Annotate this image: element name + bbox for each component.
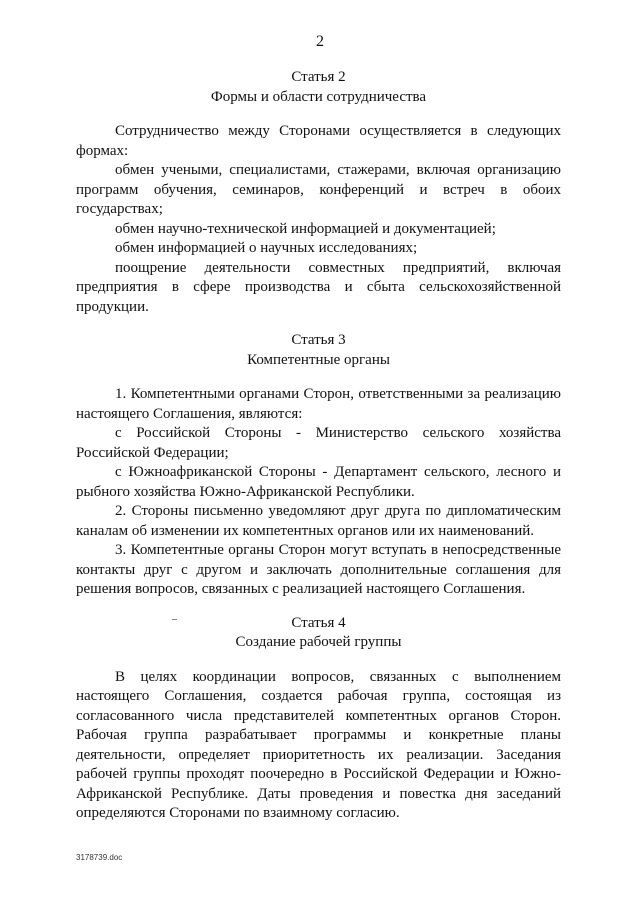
paragraph: с Южноафриканской Стороны - Департамент сельского, лесного и рыбного хозяйства Южно-Африканской Республики.: [76, 464, 561, 500]
paragraph: обмен научно-технической информацией и документацией;: [115, 220, 496, 237]
article-heading: [76, 331, 561, 370]
paragraph: поощрение деятельности совместных предприятий, включая предприятия в сфере производства и сбыта сельскохозяйственной продукции.: [76, 259, 561, 315]
article-title: Статья 4: [291, 614, 346, 631]
paragraph: обмен информацией о научных исследованиях;: [115, 240, 418, 256]
paragraph: с Российской Стороны - Министерство сельского хозяйства Российской Федерации;: [76, 425, 561, 461]
stray-mark: [172, 619, 177, 620]
page-number: 2: [316, 33, 324, 50]
article-4: [76, 614, 561, 824]
article-2: [76, 68, 561, 317]
article-title: Статья 2: [291, 69, 346, 85]
paragraph: Сотрудничество между Сторонами осуществляется в следующих формах:: [76, 123, 561, 159]
article-3: [76, 331, 561, 600]
article-title: Статья 3: [291, 332, 346, 348]
article-heading: [76, 68, 561, 107]
paragraph: 2. Стороны письменно уведомляют друг друга по дипломатическим каналам об изменении их компетентных органов или их наименований.: [76, 503, 561, 539]
file-name-footer: 3178739.doc: [76, 853, 123, 862]
article-subtitle: Создание рабочей группы: [235, 634, 402, 650]
paragraph: 3. Компетентные органы Сторон могут вступать в непосредственные контакты друг с другом и заключать дополнительные соглашения для решения вопросов, связанных с реализацией настоящего Соглашения.: [76, 542, 561, 597]
article-subtitle: Формы и области сотрудничества: [210, 88, 427, 105]
paragraph: В целях координации вопросов, связанных с выполнением настоящего Соглашения, создается рабочая группа, состоящая из согласованного числа представителей компетентных органов Сторон. Рабочая группа разрабатывает программы и конкретные планы деятельности, определяет приоритетность их реализации. Заседания рабочей группы проходят поочередно в Российской Федерации и Южно-Африканской Республике. Даты проведения и повестка дня заседаний определяются Сторонами по взаимному согласию.: [76, 668, 561, 821]
paragraph: 1. Компетентными органами Сторон, ответственными за реализацию настоящего Соглашения, являются:: [76, 386, 561, 422]
paragraph: обмен учеными, специалистами, стажерами, включая организацию программ обучения, семинаров, конференций и встреч в обоих государствах;: [76, 162, 561, 217]
article-subtitle: Компетентные органы: [247, 351, 390, 368]
document-body: [76, 68, 561, 838]
article-heading: [76, 614, 561, 653]
